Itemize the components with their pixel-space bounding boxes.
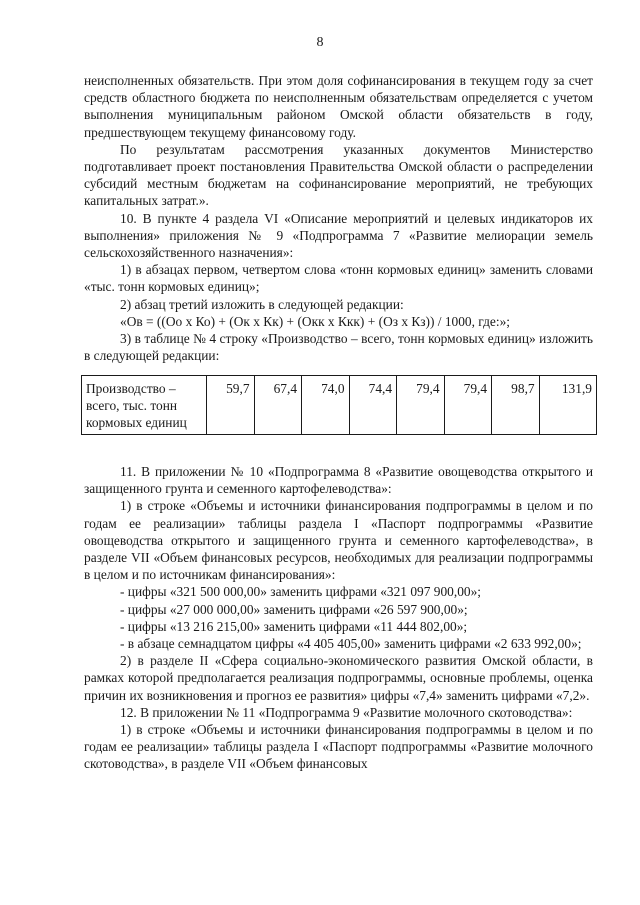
paragraph-item-10-2: 2) абзац третий изложить в следующей редакции: — [120, 296, 404, 312]
paragraph-item-10: 10. В пункте 4 раздела VI «Описание мероприятий и целевых индикаторов их выполнения» приложения № 9 «Подпрограмма 7 «Развитие мелиорации земель сельскохозяйственного назначения»: — [84, 210, 593, 261]
table-cell: 74,4 — [349, 376, 397, 435]
paragraph-item-11-1: 1) в строке «Объемы и источники финансирования подпрограммы в целом и по годам ее реализации» таблицы раздела I «Паспорт подпрограммы «Развитие овощеводства открытого и защищенного грунта и семенного картофелеводства», в разделе VII «Объем финансовых ресурсов, необходимых для реализации подпрограммы в целом и по источникам финансирования»: — [84, 498, 593, 583]
text-block-bottom — [84, 463, 593, 773]
list-item: - в абзаце семнадцатом цифры «4 405 405,00» заменить цифрами «2 633 992,00»; — [120, 636, 582, 652]
paragraph-item-12: 12. В приложении № 11 «Подпрограмма 9 «Развитие молочного скотоводства»: — [120, 704, 573, 720]
page-number: 8 — [316, 35, 324, 50]
table-row-label: Производство – всего, тыс. тонн кормовых единиц — [82, 376, 207, 435]
table-row — [82, 376, 597, 435]
list-item: - цифры «13 216 215,00» заменить цифрами «11 444 802,00»; — [120, 618, 468, 634]
table-cell: 59,7 — [207, 376, 255, 435]
list-item: - цифры «27 000 000,00» заменить цифрами «26 597 900,00»; — [120, 601, 468, 617]
paragraph-cofinancing: неисполненных обязательств. При этом доля софинансирования в текущем году за счет средств областного бюджета по неисполненным обязательствам определяется с учетом выполнения муниципальным районом Омской области обязательств в году, предшествующем текущему финансовому году. — [84, 73, 593, 140]
paragraph-item-11: 11. В приложении № 10 «Подпрограмма 8 «Развитие овощеводства открытого и защищенного грунта и семенного картофелеводства»: — [84, 464, 593, 497]
list-item: - цифры «321 500 000,00» заменить цифрами «321 097 900,00»; — [120, 584, 482, 600]
table-cell: 131,9 — [539, 376, 596, 435]
paragraph-item-12-1: 1) в строке «Объемы и источники финансирования подпрограммы в целом и по годам ее реализации» таблицы раздела I «Паспорт подпрограммы «Развитие молочного скотоводства», в разделе VII «Объем финансовых — [84, 722, 593, 772]
paragraph-item-10-3: 3) в таблице № 4 строку «Производство – всего, тонн кормовых единиц» изложить в следующей редакции: — [84, 331, 593, 364]
paragraph-item-10-1: 1) в абзацах первом, четвертом слова «тонн кормовых единиц» заменить словами «тыс. тонн кормовых единиц»; — [84, 262, 593, 295]
table-cell: 79,4 — [444, 376, 492, 435]
table-cell: 67,4 — [254, 376, 302, 435]
table-cell: 74,0 — [302, 376, 350, 435]
paragraph-item-11-2: 2) в разделе II «Сфера социально-экономического развития Омской области, в рамках которой предполагается реализация подпрограммы, основные проблемы, оценка причин их возникновения и прогноз ее развития» цифры «7,4» заменить цифрами «7,2». — [84, 653, 593, 703]
formula-line: «Ов = ((Оо х Ко) + (Ок х Кк) + (Окк х Ккк) + (Оз х Кз)) / 1000, где:»; — [120, 313, 511, 329]
table-cell: 98,7 — [492, 376, 540, 435]
table-cell: 79,4 — [397, 376, 445, 435]
production-table — [81, 375, 597, 435]
text-block-top — [84, 72, 593, 364]
paragraph-ministry-results: По результатам рассмотрения указанных документов Министерство подготавливает проект постановления Правительства Омской области о распределении субсидий местным бюджетам на софинансирование мероприятий, не требующих капитальных затрат.». — [84, 141, 593, 209]
